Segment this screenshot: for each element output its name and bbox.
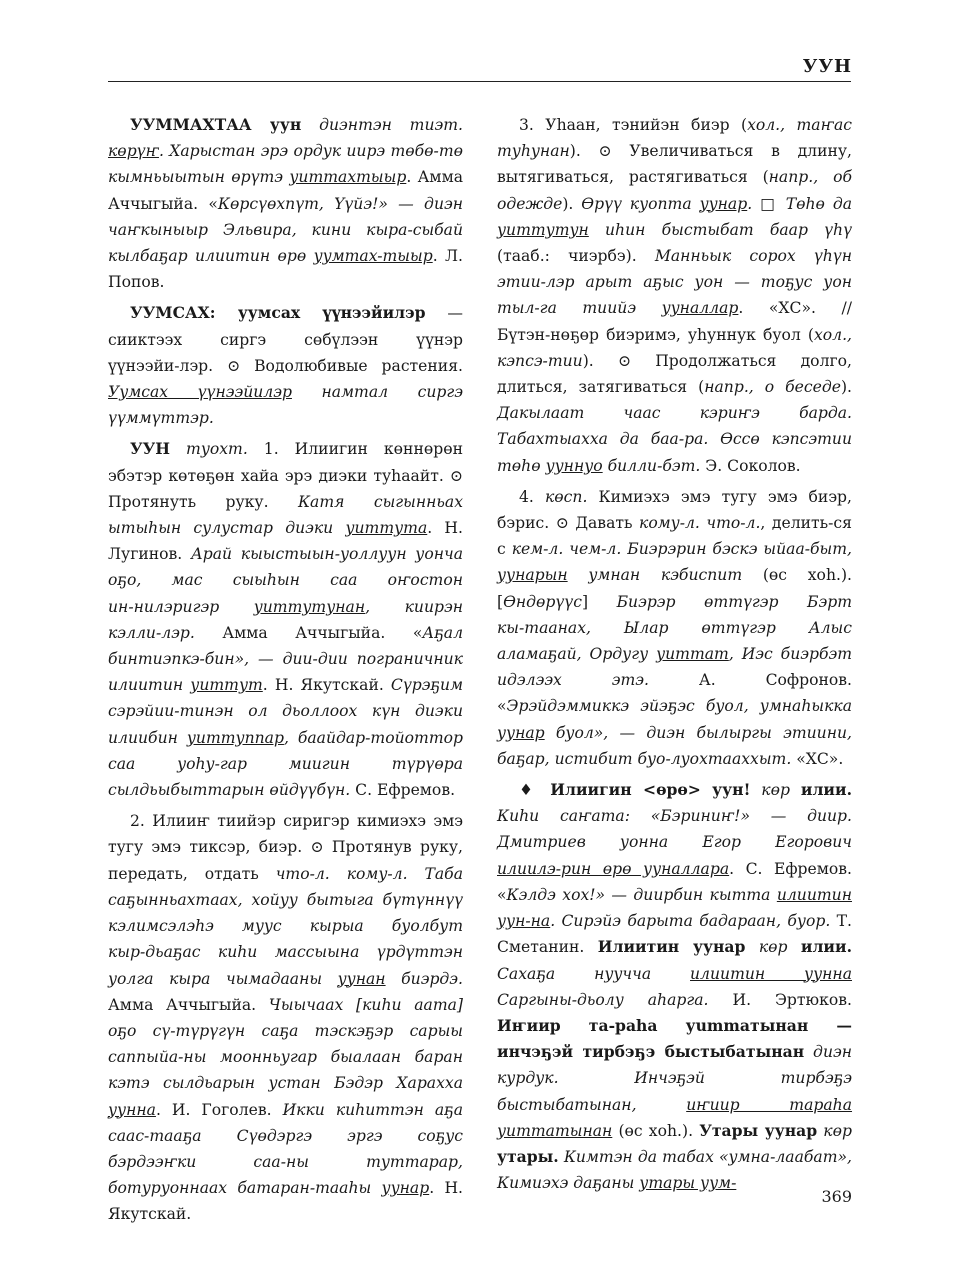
- text-segment: А. Софронов. «: [497, 671, 852, 716]
- text-segment: Кэлдэ хох!» — диирбин кытта: [506, 885, 777, 904]
- text-segment: 3. Уһаан, тэнийэн биэр (: [519, 116, 748, 134]
- text-segment: ууннуо: [545, 456, 603, 475]
- text-segment: Аҕал бинтиэпкэ-бин», — дии-дии пограничник илиитин: [108, 623, 463, 695]
- left-column: [108, 112, 463, 1233]
- text-segment: Увеличиваться в длину, вытягиваться, растягиваться (: [497, 142, 853, 187]
- headword: УУМСАХ: уумсах үүнээйилэр: [130, 303, 426, 323]
- text-segment: Өрүү куопта: [581, 194, 700, 213]
- headword: УУН: [130, 439, 171, 459]
- text-segment: «ХС».: [791, 749, 844, 768]
- text-segment: илиитин уунна: [690, 964, 852, 983]
- text-segment: ).: [840, 378, 852, 397]
- text-segment: 2. Илииҥ тиийэр сиригэр кимиэхэ эмэ тугу эмэ тиксэр, биэр.: [108, 812, 463, 857]
- text-segment: уummутун: [497, 220, 589, 239]
- text-segment: буол», — диэн былыргы этиини, баҕар, истибит буо-луохтааххыт.: [497, 723, 852, 768]
- header-rule: [108, 81, 851, 82]
- text-segment: 1. Илиигин көннөрөн эбэтэр көтөҕөн хайа эрэ диэки туһаайт.: [108, 440, 463, 485]
- text-segment: Кимиэхэ эмэ тугу эмэ биэр, бэрис.: [497, 487, 852, 533]
- text-segment: уummуппар: [186, 728, 284, 747]
- text-segment: Т. Сметанин.: [497, 912, 852, 957]
- text-segment: көр: [750, 781, 801, 800]
- text-segment: уummaxтыыр: [289, 168, 407, 187]
- text-segment: 4.: [519, 487, 545, 506]
- dictionary-paragraph: [497, 484, 852, 772]
- text-segment: көр: [817, 1121, 852, 1140]
- text-segment: уумmax-тыыр: [313, 247, 433, 266]
- headword: Утары уунар: [699, 1120, 818, 1140]
- text-segment: уунна: [108, 1100, 156, 1119]
- text-segment: билли-бэт.: [602, 456, 701, 475]
- text-segment: ).: [562, 194, 582, 213]
- text-segment: диэн курдук. Инчэҕэй тирбэҕэ быстыбатынан,: [497, 1043, 852, 1114]
- text-segment: уунар: [699, 194, 748, 213]
- right-column: [497, 112, 852, 1201]
- text-segment: что-л. кому-л. Таба саҕынньахтаах, хойуу бытыга бүтүннүү кэлимсэлэһэ муус кырыа буолбут кыр-дьаҕас киһи массыына үрдүттэн уолга кыра чымадааны: [108, 864, 463, 988]
- text-segment: Дакылаат чаас кэриҥэ барда. Табахтыахха да баа-ра. Өссө кэпсэтии төһө: [497, 404, 852, 475]
- text-segment: Продолжаться долго, длиться, затягиваться (: [497, 351, 852, 397]
- text-segment: Водолюбивые растения.: [240, 356, 463, 375]
- text-segment: туохт.: [170, 440, 248, 459]
- text-segment: кому-л. что-л.: [639, 514, 761, 533]
- text-segment: Э. Соколов.: [700, 456, 801, 475]
- text-segment: . Н. Якутскай.: [262, 676, 391, 695]
- text-segment: С. Ефремов.: [350, 781, 456, 800]
- headword: утары.: [497, 1146, 559, 1166]
- text-segment: Кимтэн да табах «умна-лаабат», Кимиэхэ даҕаны: [497, 1147, 852, 1193]
- headword: Илиитин уунар: [597, 937, 746, 957]
- text-segment: Саргыны-дьолу аһарга.: [497, 990, 709, 1009]
- text-segment: диэнтэн тиэт.: [301, 116, 463, 134]
- dictionary-paragraph: [497, 777, 852, 1196]
- text-segment: » — диэн чаҥкыныыр Эльвира, кини кыра-сыбай кылбаҕар илиитин өрө: [108, 194, 463, 266]
- text-segment: биэрдэ.: [385, 969, 464, 988]
- symbol-icon: ⊙: [555, 514, 569, 533]
- symbol-icon: ⊙: [310, 838, 324, 857]
- text-segment: иһин быстыбат баар үһү: [588, 220, 852, 239]
- text-segment: (өс хоһ.). [: [497, 566, 852, 611]
- text-segment: кем-л. чем-л. Биэрэрин бэскэ ыйаа-быт,: [511, 540, 852, 559]
- symbol-icon: ⊙: [227, 356, 241, 375]
- text-segment: Чыычаах [: [268, 995, 363, 1014]
- text-segment: намтал сиргэ үүммүттэр.: [108, 383, 464, 428]
- text-segment: илиилэ-рин өрө ууналлара: [497, 859, 730, 878]
- text-segment: уунар: [381, 1179, 430, 1198]
- text-segment: ууналлар: [661, 299, 739, 318]
- headword: илии.: [800, 780, 852, 800]
- symbol-icon: □: [760, 194, 778, 213]
- text-segment: . Н. Лугинов.: [108, 519, 463, 564]
- text-segment: көсп.: [544, 487, 588, 506]
- symbol-icon: ⊙: [598, 142, 612, 161]
- dictionary-paragraph: [108, 436, 463, 803]
- text-segment: уунарын: [497, 566, 568, 585]
- text-segment: ]: [581, 592, 617, 611]
- text-segment: ] оҕо сү-түрүгүн саҕа тэскэҕэр сарыы саппыйа-ны моонньугар быалаан баран кэтэ сылдьарын устан Бэдэр Харахха: [108, 995, 463, 1093]
- text-segment: , баайдар-тойоттор саа уоһу-гар миигин түрүөра сылдьыбыттарын өйдүүбүн.: [108, 728, 463, 800]
- text-segment: Сүрэҕим сэрэйии-тинэн ол дьоллоох күн диэки илиибин: [108, 676, 463, 747]
- text-segment: Манньык сорох үһүн этии-лэр арыт аҕыс уон — тоҕус уон тыл-га тиийэ: [497, 247, 852, 318]
- text-segment: умнан кэбиспит: [567, 566, 743, 585]
- text-segment: Өндөрүүс: [503, 592, 582, 611]
- text-segment: хол., кэпсэ-тии: [497, 325, 852, 370]
- text-segment: көр: [745, 938, 801, 957]
- dictionary-paragraph: [497, 112, 852, 479]
- text-segment: напр., о беседе: [704, 378, 841, 397]
- text-segment: иҥиир тараһа уummaтынан: [497, 1095, 853, 1140]
- text-segment: Протянуть руку.: [108, 492, 298, 511]
- dictionary-paragraph: [108, 808, 463, 1227]
- text-segment: .: [747, 194, 761, 213]
- text-segment: . Харыстан эрэ ордук иирэ төбө-тө кымньыытын өрүтэ: [108, 142, 463, 187]
- text-segment: ).: [569, 142, 599, 161]
- text-segment: уummaт: [656, 645, 729, 664]
- text-segment: , делить-ся с: [497, 514, 852, 559]
- text-segment: хол., таҥас туһунан: [497, 116, 852, 161]
- text-segment: Амма Аччыгыйа. «: [194, 623, 423, 642]
- text-segment: (тааб.: чиэрбэ).: [497, 247, 655, 266]
- text-segment: . Сирэйэ барыта бадараан, буор.: [550, 912, 831, 931]
- text-segment: Арай кыыстыын-уоллуун уонча оҕо, мас сыыһын саа оҥостон ин-нилэригэр: [108, 545, 464, 616]
- text-segment: уummута: [345, 519, 428, 538]
- text-segment: Сахаҕа нуучча: [497, 964, 691, 983]
- text-segment: — сииктээх сиргэ сөбүлээн үүнэр үүнээйи-лэр.: [108, 304, 463, 375]
- text-segment: уummутунан: [253, 597, 366, 616]
- text-segment: Икки киһиттэн аҕа саас-тааҕа Сүөдэргэ эргэ соҕус бэрдээҥки саа-ны туттарар, ботуруоннаах батаран-тааһы: [108, 1100, 463, 1198]
- text-segment: Давать: [568, 514, 640, 533]
- text-segment: Амма Аччыгыйа.: [108, 995, 269, 1014]
- text-segment: уунан: [337, 969, 386, 988]
- text-segment: Эрэйдэммиккэ эйэҕэс буол, умнаһыкка: [506, 697, 852, 716]
- dictionary-paragraph: [108, 300, 463, 431]
- text-segment: Киһи саҥата: «Бэриниҥ!» — диир. Дмитриев уонна Егор Егорович: [497, 807, 852, 852]
- headword: илии.: [800, 937, 852, 957]
- text-segment: Төһө да: [777, 194, 852, 213]
- text-segment: . И. Гоголев.: [155, 1100, 283, 1119]
- symbol-icon: ⊙: [449, 466, 463, 485]
- text-segment: Көрсүөхпүт, Үүйэ!: [217, 194, 379, 213]
- headword: УУММАХТАА уун: [130, 115, 302, 134]
- running-head: УУН: [802, 56, 852, 77]
- text-segment: , Иэс биэрбэт идэлээх этэ.: [497, 645, 852, 690]
- text-segment: . Н. Якутскай.: [108, 1179, 463, 1224]
- text-segment: көрүҥ: [108, 142, 159, 161]
- text-segment: уummут: [190, 676, 263, 695]
- text-segment: уунар: [497, 723, 545, 742]
- text-segment: (өс хоһ.).: [612, 1121, 700, 1140]
- text-segment: , киирэн кэлли-лэр.: [108, 597, 463, 642]
- text-segment: Биэрэр өттүгэр Бэрт кы-таанах, Ылар өттүгэр Алыс аламаҕай, Ордугу: [497, 592, 852, 664]
- text-segment: Катя сыгынньах ытыһын сулустар диэки: [108, 492, 463, 538]
- headword: ♦ Илиигин <өрө> уун!: [519, 780, 751, 800]
- text-segment: И. Эртюков.: [708, 990, 852, 1009]
- text-segment: . Л. Попов.: [108, 247, 463, 292]
- text-segment: напр., об одежде: [497, 168, 852, 213]
- text-segment: илиитин уун-на: [497, 885, 852, 931]
- page-number: 369: [821, 1187, 852, 1206]
- text-segment: Уумсах үүнээйилэр: [108, 383, 292, 402]
- dictionary-paragraph: [108, 112, 463, 295]
- text-segment: Протянув руку, передать, отдать: [108, 838, 464, 883]
- text-segment: киһи аата: [362, 995, 457, 1014]
- text-segment: утары уум-: [639, 1174, 737, 1193]
- headword: Иҥиир та-раһа уummaтынан — инчэҕэй тирбэҕэ быстыбатынан: [497, 1015, 852, 1062]
- text-segment: . «ХС». // Бүтэн-нөҕөр биэримэ, уһуннук буол (: [497, 299, 852, 344]
- text-segment: ).: [582, 351, 618, 370]
- symbol-icon: ⊙: [617, 351, 632, 370]
- text-segment: . С. Ефремов. «: [497, 859, 852, 904]
- text-segment: . Амма Аччыгыйа. «: [108, 168, 463, 213]
